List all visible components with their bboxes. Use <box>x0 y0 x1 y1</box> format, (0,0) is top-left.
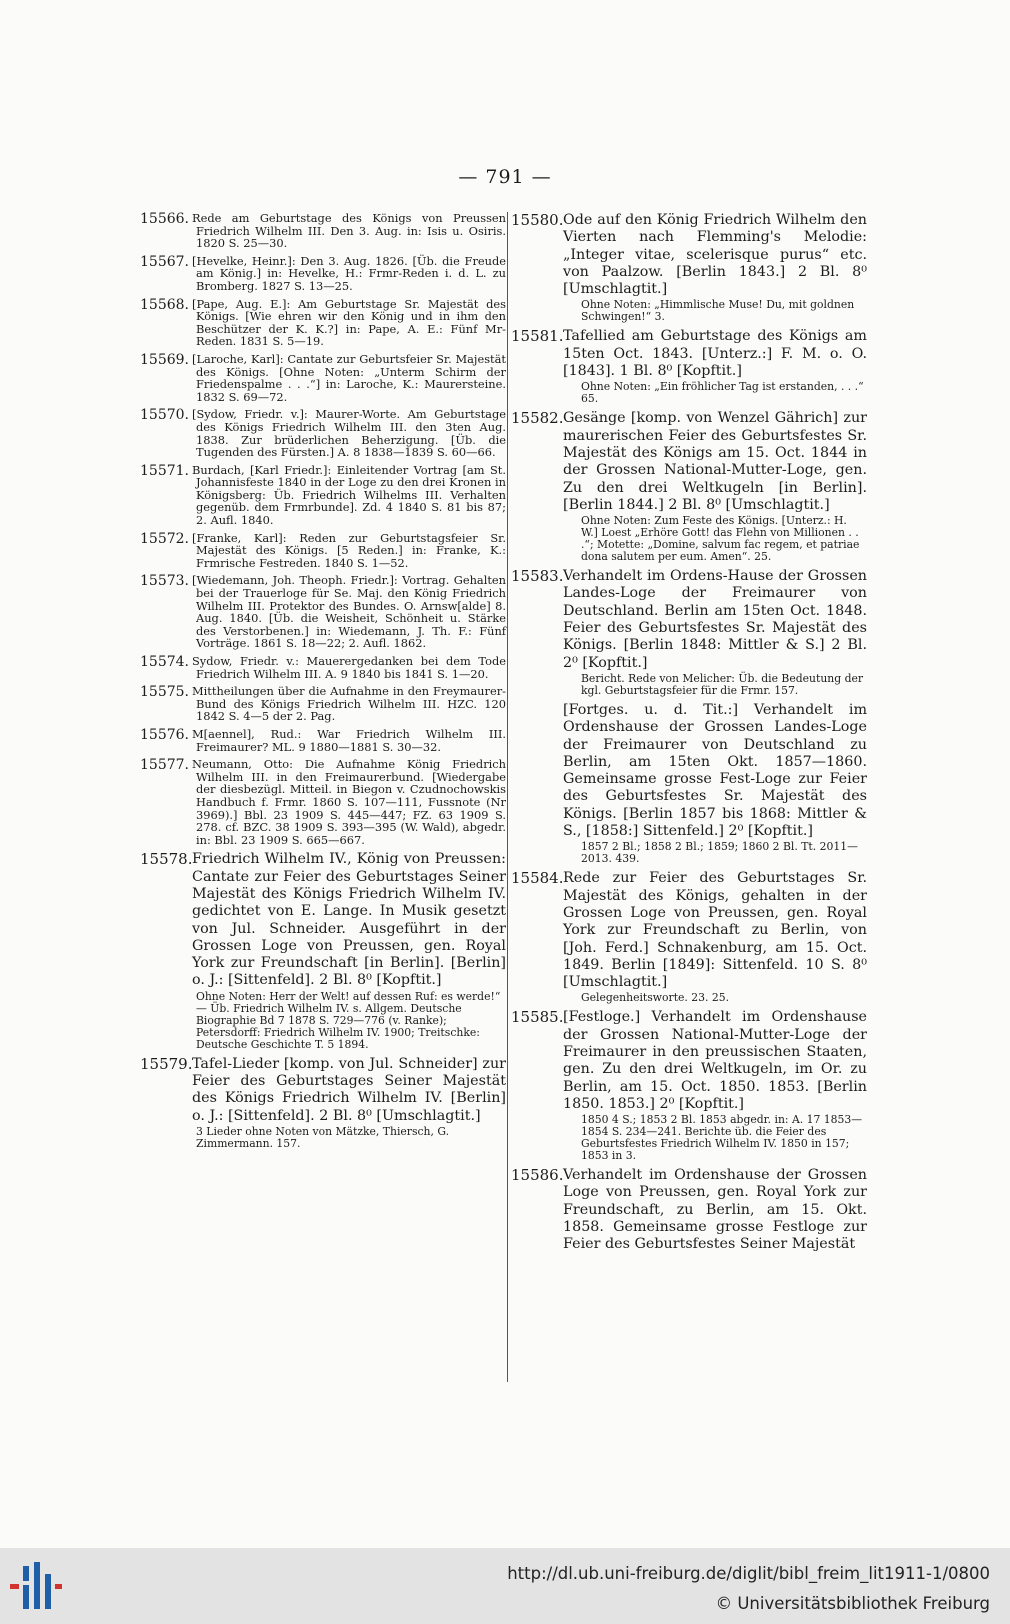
entry-number: 15570. <box>140 407 189 424</box>
entry-text: Tafellied am Geburtstage des Königs am 15ten Oct. 1843. [Unterz.:] F. M. o. O. [1843]. 1 Bl. 8⁰ [Kopftit.] <box>563 328 867 380</box>
entry-number: 15578. <box>140 850 193 869</box>
column-divider <box>507 212 508 1382</box>
entry-number: 15585. <box>511 1008 564 1027</box>
entry-number: 15567. <box>140 253 189 270</box>
bibliography-entry <box>511 870 867 1004</box>
entry-note: Ohne Noten: Herr der Welt! auf dessen Ruf: es werde!“ — Üb. Friedrich Wilhelm IV. s. Allgem. Deutsche Biographie Bd 7 1878 S. 729—776 (v. Ranke); Petersdorff: Friedrich Wilhelm IV. 1900; Treitschke: Deutsche Geschichte T. 5 1894. <box>196 989 501 1051</box>
entry-text: [Sydow, Friedr. v.]: Maurer-Worte. Am Geburtstage des Königs Friedrich Wilhelm III. den 3ten Aug. 1838. Zur brüderlichen Beherzigung. [Üb. die Tugenden des Fürsten.] A. 8 1838—1839 S. 60—66. <box>192 407 506 460</box>
bibliography-entry <box>511 702 867 865</box>
entry-note: 1850 4 S.; 1853 2 Bl. 1853 abgedr. in: A. 17 1853—1854 S. 234—241. Berichte üb. die Feier des Geburtsfestes Friedrich Wilhelm IV. 1850 in 157; 1853 in 3. <box>581 1113 863 1163</box>
source-url-link[interactable]: http://dl.ub.uni-freiburg.de/diglit/bibl_freim_lit1911-1/0800 <box>507 1564 990 1583</box>
entry-number: 15576. <box>140 726 189 743</box>
entry-number: 15568. <box>140 296 189 313</box>
entry-text: Rede am Geburtstage des Königs von Preussen Friedrich Wilhelm III. Den 3. Aug. in: Isis u. Osiris. 1820 S. 25—30. <box>192 211 506 251</box>
bibliography-entry <box>140 298 506 348</box>
entry-number: 15586. <box>511 1166 564 1185</box>
entry-number: 15573. <box>140 573 189 590</box>
bibliography-entry <box>140 574 506 650</box>
entry-note: Ohne Noten: „Himmlische Muse! Du, mit goldnen Schwingen!“ 3. <box>581 298 855 324</box>
entry-text: Tafel-Lieder [komp. von Jul. Schneider] zur Feier des Geburtstages Seiner Majestät des Königs Friedrich Wilhelm IV. [Berlin] o. J.: [Sittenfeld]. 2 Bl. 8⁰ [Umschlagtit.] <box>192 1055 506 1124</box>
bibliography-entry <box>511 568 867 697</box>
bibliography-entry <box>511 328 867 405</box>
entry-text: [Wiedemann, Joh. Theoph. Friedr.]: Vortrag. Gehalten bei der Trauerloge für Se. Maj. den König Friedrich Wilhelm III. Protektor des Bundes. O. Arnsw[alde] 8. Aug. 1840. [Üb. die Weisheit, Schönheit u. Stärke des Verstorbenen.] in: Wiedemann, J. Th. F.: Fünf Vorträge. 1861 S. 18—22; 2. Aufl. 1862. <box>192 573 506 651</box>
entry-note: Ohne Noten: „Ein fröhlicher Tag ist erstanden, . . .“ 65. <box>581 380 864 406</box>
entry-number: 15566. <box>140 211 189 227</box>
entry-text: [Fortges. u. d. Tit.:] Verhandelt im Ordenshause der Grossen Landes-Loge der Freimaurer von Deutschland zu Berlin, am 15ten Okt. 1857—1860. Gemeinsame grosse Fest-Loge zur Feier des Geburtsfestes Sr. Majestät des Königs. [Berlin 1857 bis 1868: Mittler & S., [1858:] Sittenfeld.] 2⁰ [Kopftit.] <box>563 701 867 840</box>
university-library-logo-icon <box>10 1562 62 1612</box>
entry-text: Friedrich Wilhelm IV., König von Preussen: Cantate zur Feier des Geburtstages Seiner Majestät des Königs Friedrich Wilhelm IV. gedichtet von E. Lange. In Musik gesetzt von Jul. Schneider. Ausgeführt in der Grossen Loge von Preussen, gen. Royal York zur Freundschaft [in Berlin]. [Berlin] o. J.: [Sittenfeld]. 2 Bl. 8⁰ [Kopftit.] <box>192 851 506 989</box>
bibliography-entry <box>511 1167 867 1253</box>
left-column <box>140 212 506 1155</box>
bibliography-entry <box>511 1009 867 1162</box>
bibliography-entry <box>511 410 867 563</box>
entry-number: 15583. <box>511 567 564 586</box>
entry-note: 3 Lieder ohne Noten von Mätzke, Thiersch, G. Zimmermann. 157. <box>196 1124 450 1150</box>
entry-text: Sydow, Friedr. v.: Mauerergedanken bei dem Tode Friedrich Wilhelm III. A. 9 1840 bis 1841 S. 1—20. <box>192 654 506 681</box>
entry-text: Burdach, [Karl Friedr.]: Einleitender Vortrag [am St. Johannisfeste 1840 in der Loge zu den drei Kronen in Königsberg: Üb. Friedrich Wilhelms III. Verhalten gegenüb. dem Frmrbunde]. Zd. 4 1840 S. 81 bis 87; 2. Aufl. 1840. <box>192 462 506 528</box>
entry-note: Ohne Noten: Zum Feste des Königs. [Unterz.: H. W.] Loest „Erhöre Gott! das Flehn von Millionen . . .“; Motette: „Domine, salvum fac regem, et patriae dona salutem per eum. Amen“. 25. <box>581 514 860 564</box>
right-column <box>511 212 867 1259</box>
entry-text: Rede zur Feier des Geburtstages Sr. Majestät des Königs, gehalten in der Grossen Loge von Preussen, gen. Royal York zur Freundschaft zu Berlin, von [Joh. Ferd.] Schnakenburg, am 15. Oct. 1849. Berlin [1849]: Sittenfeld. 10 S. 8⁰ [Umschlagtit.] <box>563 870 867 991</box>
entry-text: Ode auf den König Friedrich Wilhelm den Vierten nach Flemming's Melodie: „Integer vitae, scelerisque purus“ etc. von Paalzow. [Berlin 1843.] 2 Bl. 8⁰ [Umschlagtit.] <box>563 212 867 298</box>
entry-number: 15581. <box>511 327 564 346</box>
entry-text: M[aennel], Rud.: War Friedrich Wilhelm III. Freimaurer? ML. 9 1880—1881 S. 30—32. <box>192 726 506 754</box>
bibliography-entry <box>140 464 506 527</box>
bibliography-entry <box>140 655 506 680</box>
entry-note: Bericht. Rede von Melicher: Üb. die Bedeutung der kgl. Geburtstagsfeier für die Frmr. 157. <box>581 671 864 697</box>
bibliography-entry <box>140 1056 506 1150</box>
bibliography-entry <box>140 851 506 1050</box>
entry-text: [Hevelke, Heinr.]: Den 3. Aug. 1826. [Üb. die Freude am König.] in: Hevelke, H.: Frmr-Reden i. d. L. zu Bromberg. 1827 S. 13—25. <box>192 253 506 293</box>
entry-number: 15582. <box>511 409 564 428</box>
entry-text: [Laroche, Karl]: Cantate zur Geburtsfeier Sr. Majestät des Königs. [Ohne Noten: „Unterm Schirm der Friedenspalme . . .“] in: Laroche, K.: Maurersteine. 1832 S. 69—72. <box>192 351 506 404</box>
entry-text: [Festloge.] Verhandelt im Ordenshause der Grossen National-Mutter-Loge der Freimaurer in den preussischen Staaten, gen. Zu den drei Weltkugeln, im Or. zu Berlin, am 15. Oct. 1850. 1853. [Berlin 1850. 1853.] 2⁰ [Kopftit.] <box>563 1009 867 1112</box>
entry-text: [Pape, Aug. E.]: Am Geburtstage Sr. Majestät des Königs. [Wie ehren wir den König und in ihm den Beschützer der K. K.?] in: Pape, A. E.: Fünf Mr-Reden. 1831 S. 5—19. <box>192 296 506 349</box>
entry-number: 15572. <box>140 530 189 547</box>
entry-text: Verhandelt im Ordenshause der Grossen Loge von Preussen, gen. Royal York zur Freundschaft, zu Berlin, am 15. Okt. 1858. Gemeinsame grosse Festloge zur Feier des Geburtsfestes Seiner Majestät <box>563 1167 867 1253</box>
bibliography-entry <box>140 255 506 293</box>
entry-number: 15569. <box>140 351 189 368</box>
entry-number: 15577. <box>140 757 189 774</box>
entry-number: 15584. <box>511 869 564 888</box>
entry-text: Verhandelt im Ordens-Hause der Grossen Landes-Loge der Freimaurer von Deutschland. Berlin am 15ten Oct. 1848. Feier des Geburtsfestes Sr. Majestät des Königs. [Berlin 1848: Mittler & S.] 2 Bl. 2⁰ [Kopftit.] <box>563 568 867 671</box>
bibliography-entry <box>140 212 506 250</box>
entry-number: 15571. <box>140 462 189 479</box>
bibliography-entry <box>140 353 506 403</box>
bibliography-entry <box>140 758 506 846</box>
bibliography-entry <box>140 532 506 570</box>
footer-bar <box>0 1548 1010 1624</box>
entry-note: Gelegenheitsworte. 23. 25. <box>581 991 730 1005</box>
entry-number: 15574. <box>140 654 189 670</box>
bibliography-entry <box>511 212 867 323</box>
entry-number: 15575. <box>140 684 189 701</box>
entry-text: Gesänge [komp. von Wenzel Gährich] zur maurerischen Feier des Geburtsfestes Sr. Majestät des Königs am 15. Oct. 1844 in der Grossen National-Mutter-Loge, gen. Zu den drei Weltkugeln [in Berlin]. [Berlin 1844.] 2 Bl. 8⁰ [Umschlagtit.] <box>563 410 867 513</box>
entry-note: 1857 2 Bl.; 1858 2 Bl.; 1859; 1860 2 Bl. Tt. 2011—2013. 439. <box>581 840 858 866</box>
copyright-notice: © Universitätsbibliothek Freiburg <box>715 1594 990 1613</box>
entry-text: Neumann, Otto: Die Aufnahme König Friedrich Wilhelm III. in den Freimaurerbund. [Wiedergabe der diesbezügl. Mitteil. in Biegon v. Czudnochowskis Handbuch f. Frmr. 1860 S. 107—111, Fussnote (Nr 3969).] Bbl. 23 1909 S. 445—447; FZ. 63 1909 S. 278. cf. BZC. 38 1909 S. 393—395 (W. Wald), abgedr. in: Bbl. 23 1909 S. 665—667. <box>192 757 506 847</box>
entry-text: [Franke, Karl]: Reden zur Geburtstagsfeier Sr. Majestät des Königs. [5 Reden.] in: Franke, K.: Frmrische Festreden. 1840 S. 1—52. <box>192 530 506 570</box>
entry-text: Mittheilungen über die Aufnahme in den Freymaurer-Bund des Königs Friedrich Wilhelm III. HZC. 120 1842 S. 4—5 der 2. Pag. <box>192 684 506 724</box>
bibliography-entry <box>140 408 506 458</box>
entry-number: 15579. <box>140 1054 193 1073</box>
bibliography-entry <box>140 728 506 753</box>
bibliography-entry <box>140 685 506 723</box>
page-number: — 791 — <box>458 166 552 188</box>
entry-number: 15580. <box>511 211 564 229</box>
